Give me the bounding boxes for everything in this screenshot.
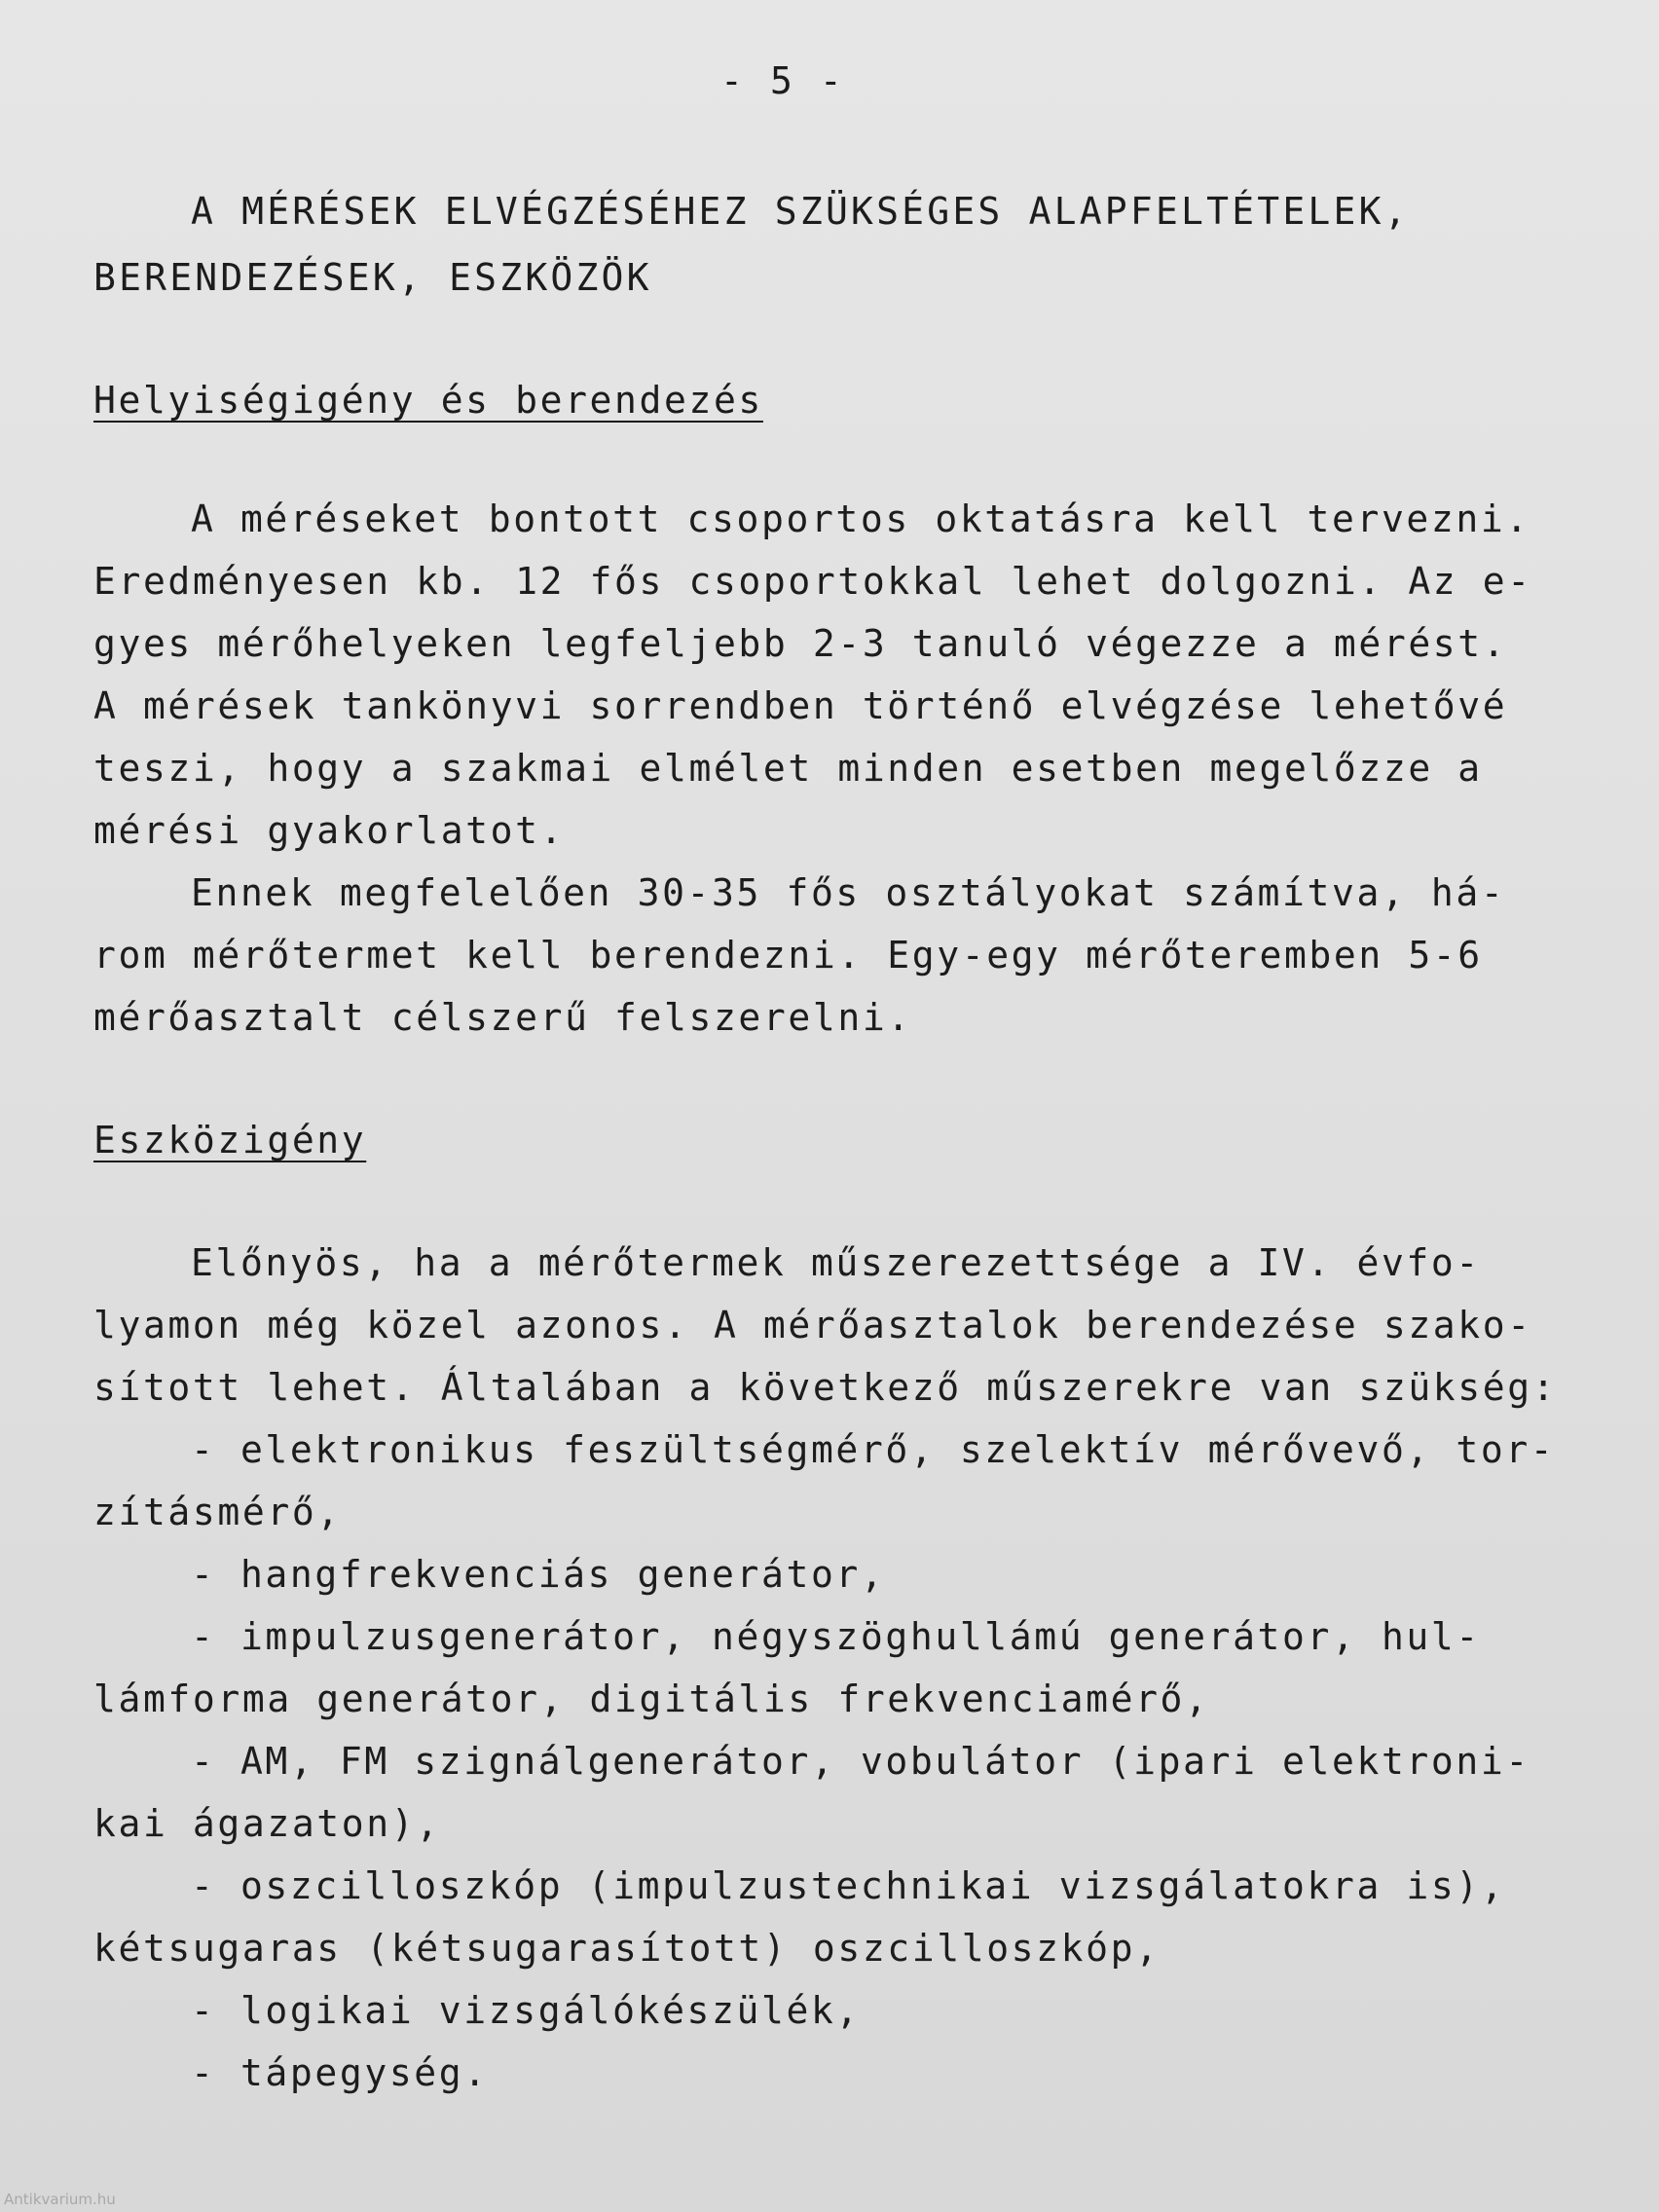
list-item: - hangfrekvenciás generátor, <box>191 1553 886 1596</box>
list-item-continuation: kai ágazaton), <box>93 1802 441 1845</box>
section-heading-helyisegigeny: Helyiségigény és berendezés <box>93 379 763 422</box>
paragraph-line: rom mérőtermet kell berendezni. Egy-egy mérőteremben 5-6 <box>93 934 1483 977</box>
title-line-1: A MÉRÉSEK ELVÉGZÉSÉHEZ SZÜKSÉGES ALAPFELTÉTELEK, <box>191 190 1410 233</box>
list-item: - impulzusgenerátor, négyszöghullámú generátor, hul- <box>191 1615 1481 1658</box>
list-item-continuation: zításmérő, <box>93 1491 342 1533</box>
list-item: - AM, FM szignálgenerátor, vobulátor (ipari elektroni- <box>191 1740 1530 1783</box>
paragraph-line: mérőasztalt célszerű felszerelni. <box>93 996 912 1039</box>
list-item-continuation: kétsugaras (kétsugarasított) oszcilloszkóp, <box>93 1927 1161 1970</box>
paragraph-line: Eredményesen kb. 12 fős csoportokkal lehet dolgozni. Az e- <box>93 560 1532 603</box>
paragraph-line: Előnyös, ha a mérőtermek műszerezettsége a IV. évfo- <box>191 1241 1481 1284</box>
paragraph-line: teszi, hogy a szakmai elmélet minden esetben megelőzze a <box>93 747 1483 790</box>
paragraph-line: A mérések tankönyvi sorrendben történő elvégzése lehetővé <box>93 684 1508 727</box>
paragraph-line: gyes mérőhelyeken legfeljebb 2-3 tanuló végezze a mérést. <box>93 622 1508 665</box>
section-heading-eszkozigeny: Eszközigény <box>93 1119 367 1161</box>
paragraph-line: lyamon még közel azonos. A mérőasztalok berendezése szako- <box>93 1304 1532 1346</box>
paragraph-line: mérési gyakorlatot. <box>93 809 566 852</box>
watermark: Antikvarium.hu <box>4 2191 116 2208</box>
list-item: - oszcilloszkóp (impulzustechnikai vizsgálatokra is), <box>191 1864 1506 1907</box>
list-item: - elektronikus feszültségmérő, szelektív mérővevő, tor- <box>191 1428 1556 1471</box>
list-item-continuation: lámforma generátor, digitális frekvenciamérő, <box>93 1677 1210 1720</box>
paragraph-line: sított lehet. Általában a következő műszerekre van szükség: <box>93 1366 1558 1409</box>
list-item: - tápegység. <box>191 2051 489 2094</box>
list-item: - logikai vizsgálókészülék, <box>191 1989 861 2032</box>
title-line-2: BERENDEZÉSEK, ESZKÖZÖK <box>93 256 652 299</box>
page-number: - 5 - <box>720 59 845 102</box>
paragraph-line: A méréseket bontott csoportos oktatásra kell tervezni. <box>191 498 1530 540</box>
paragraph-line: Ennek megfelelően 30-35 fős osztályokat számítva, há- <box>191 871 1506 914</box>
